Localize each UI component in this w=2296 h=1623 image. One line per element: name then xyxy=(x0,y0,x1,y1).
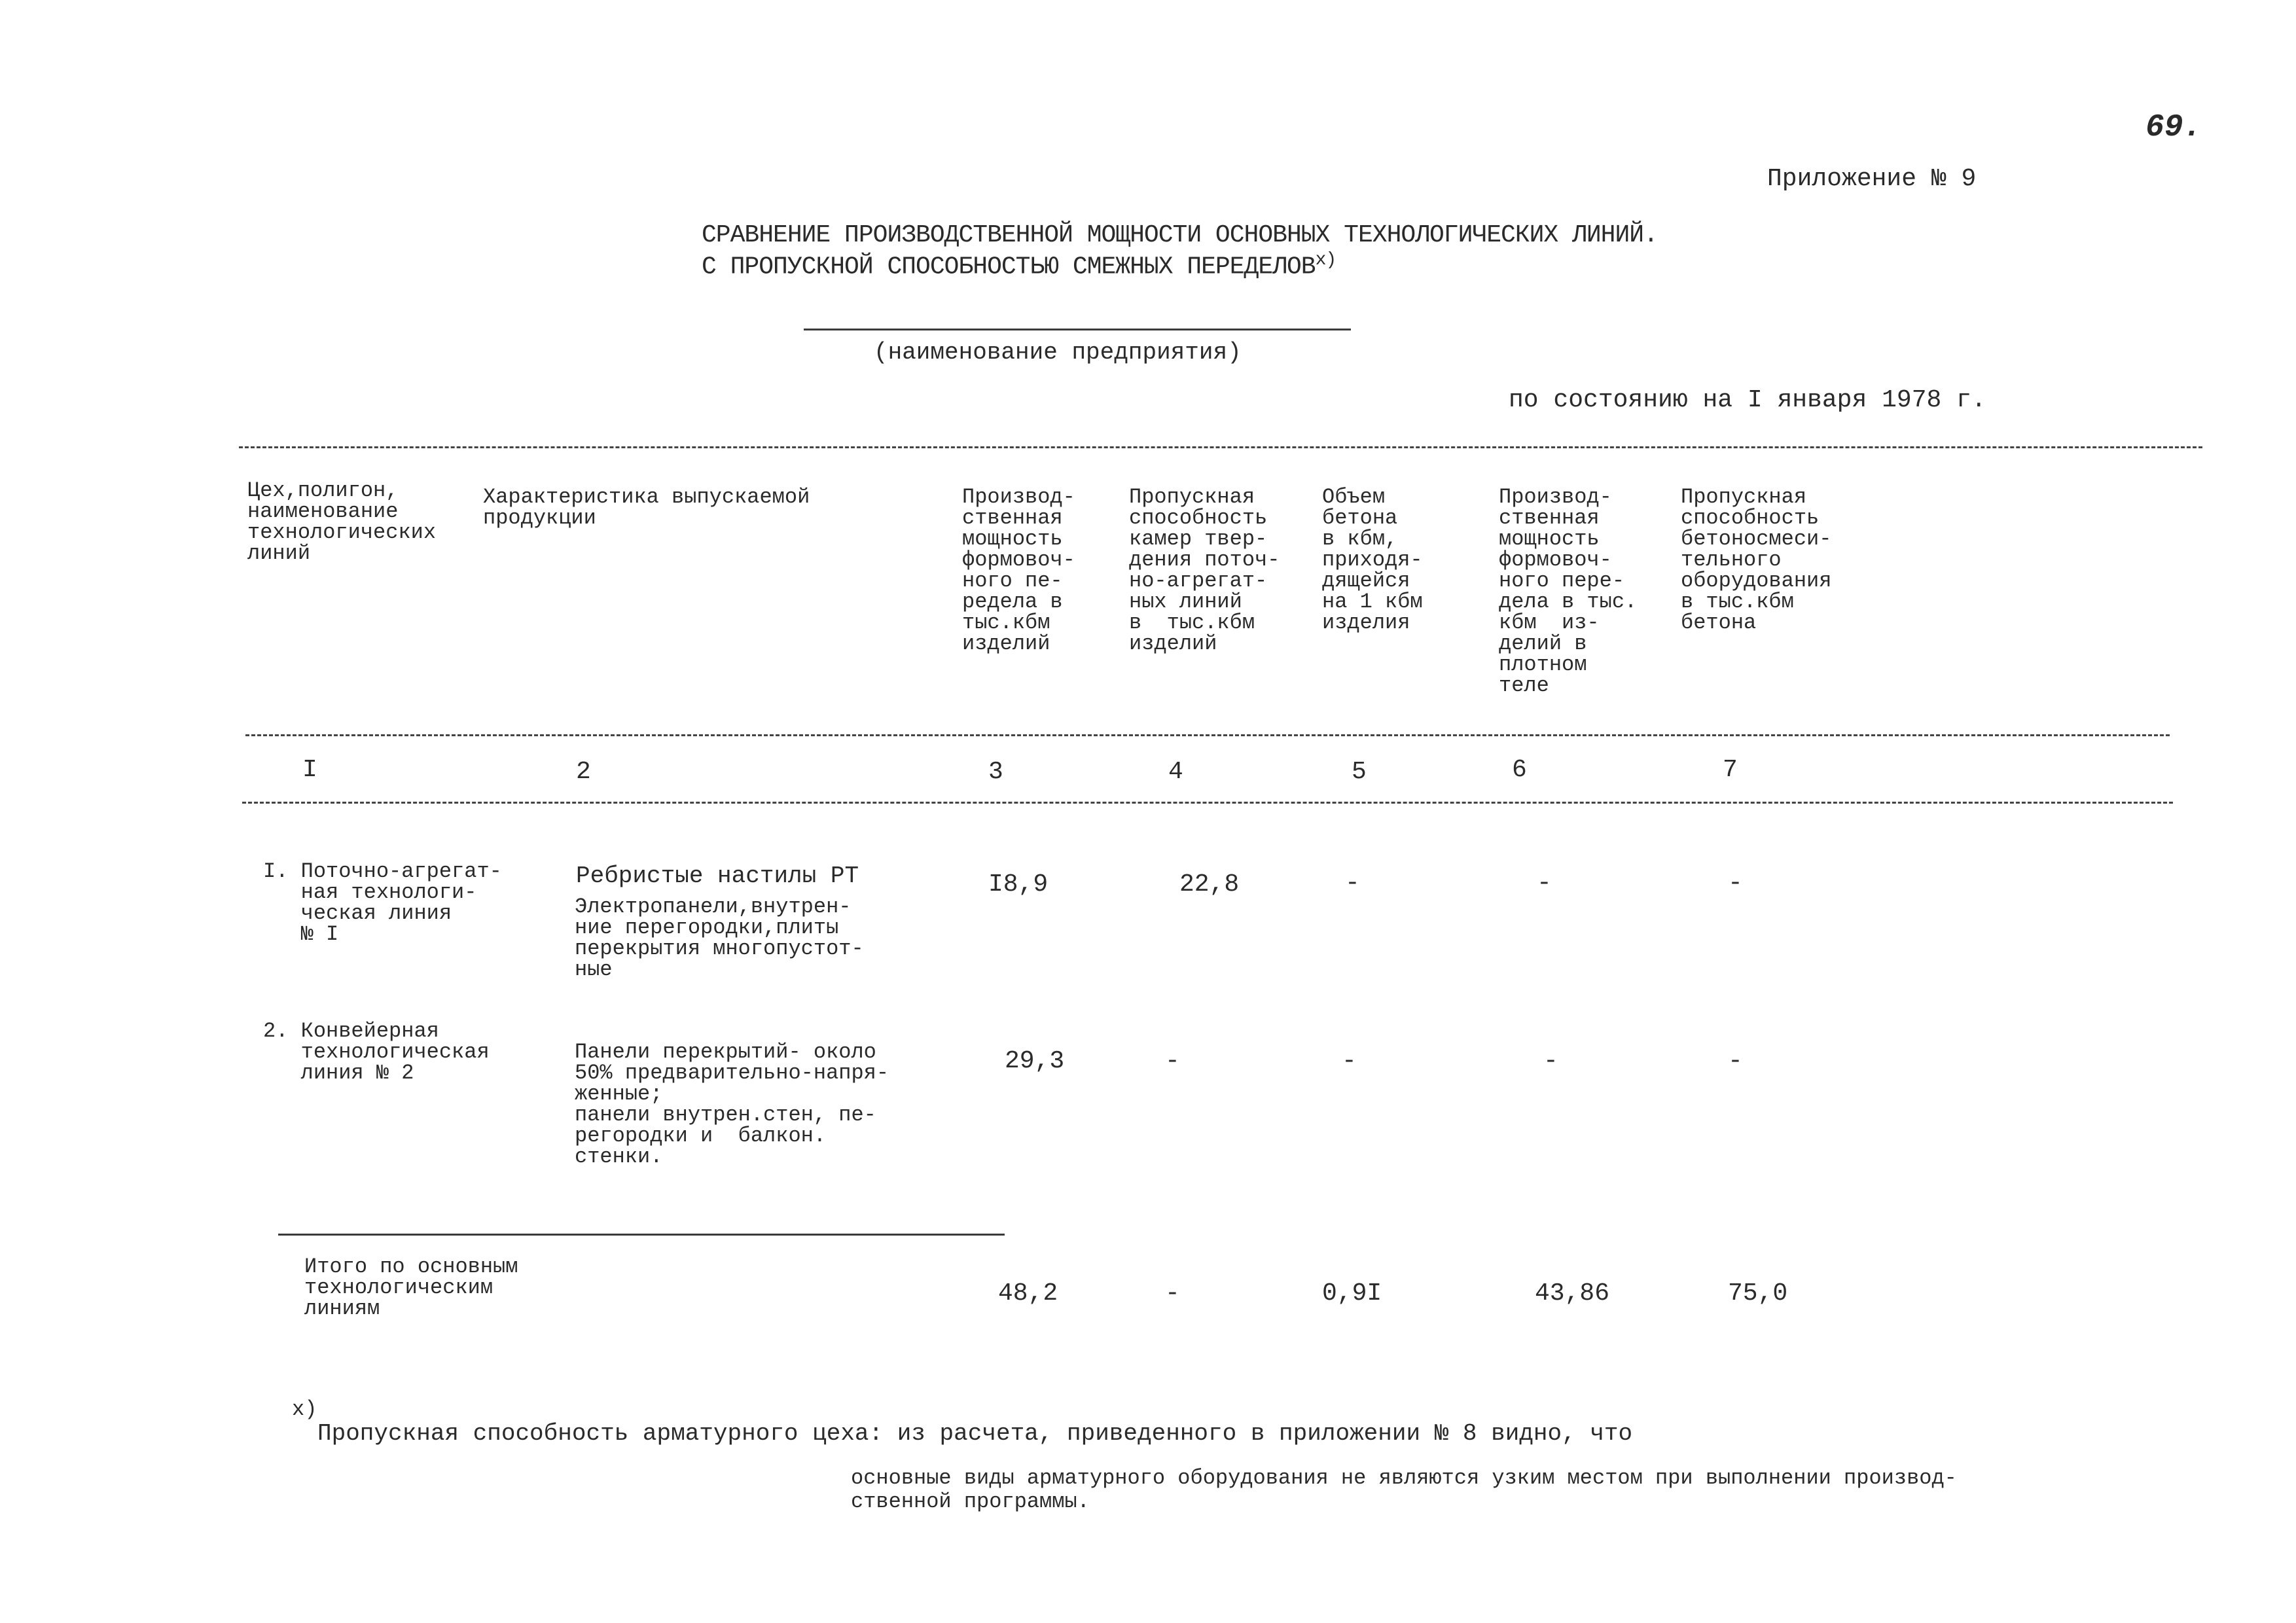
header-col-1: Цех,полигон, наименование технологических линий xyxy=(247,478,437,565)
title-line-1: СРАВНЕНИЕ ПРОИЗВОДСТВЕННОЙ МОЩНОСТИ ОСНОВНЫХ ТЕХНОЛОГИЧЕСКИХ ЛИНИЙ. xyxy=(702,221,1658,249)
row-2-line-name: 2. Конвейерная технологическая линия № 2 xyxy=(263,1019,490,1085)
row-1-line-name: I. Поточно-агрегат- ная технологи- ческая линия № I xyxy=(263,859,502,946)
row-1-col-4: 22,8 xyxy=(1179,870,1240,899)
row-2-col-4: - xyxy=(1165,1047,1180,1075)
title-footnote-mark: x) xyxy=(1315,250,1336,270)
footnote-line-3: ственной программы. xyxy=(851,1489,1090,1514)
header-col-2: Характеристика выпускаемой продукции xyxy=(483,485,810,530)
column-number-7: 7 xyxy=(1723,756,1738,784)
row-2-col-7: - xyxy=(1728,1047,1743,1075)
row-2-col-6: - xyxy=(1543,1047,1558,1075)
enterprise-name-line xyxy=(804,329,1351,330)
column-number-5: 5 xyxy=(1352,758,1367,786)
header-col-5: Объем бетона в кбм, приходя- дящейся на 1 кбм изделия xyxy=(1322,485,1423,635)
row-2-col-5: - xyxy=(1342,1047,1357,1075)
total-label: Итого по основным технологическим линиям xyxy=(304,1255,518,1321)
row-2-col-3: 29,3 xyxy=(1005,1047,1065,1075)
row-1-col-5: - xyxy=(1345,869,1360,897)
total-col-4: - xyxy=(1165,1279,1180,1308)
footnote-mark: x) xyxy=(292,1397,317,1421)
total-col-3: 48,2 xyxy=(998,1279,1058,1308)
header-col-4: Пропускная способность камер твер- дения поточ- но-агрегат- ных линий в тыс.кбм изделий xyxy=(1129,485,1280,656)
row-1-col-7: - xyxy=(1728,869,1743,897)
total-col-6: 43,86 xyxy=(1535,1279,1610,1308)
column-number-4: 4 xyxy=(1168,758,1183,786)
page-number: 69. xyxy=(2145,110,2202,145)
column-number-3: 3 xyxy=(988,758,1003,786)
title-line-2 xyxy=(702,250,1336,281)
header-col-7: Пропускная способность бетоносмеси- тельного оборудования в тыс.кбм бетона xyxy=(1681,485,1832,635)
enterprise-caption: (наименование предприятия) xyxy=(874,339,1242,366)
row-1-product-1: Ребристые настилы РТ xyxy=(576,863,859,889)
column-numbers-bottom-border xyxy=(242,802,2173,804)
row-2-products: Панели перекрытий- около 50% предварительно-напря- женные; панели внутрен.стен, пе- регородки и балкон. стенки. xyxy=(575,1040,889,1169)
column-number-6: 6 xyxy=(1512,756,1527,784)
total-col-5: 0,9I xyxy=(1322,1279,1382,1308)
header-bottom-border xyxy=(245,734,2170,736)
footnote-line-2: основные виды арматурного оборудования не являются узким местом при выполнении производ- xyxy=(851,1466,1957,1490)
column-number-1: I xyxy=(302,756,317,784)
footnote-line-1: Пропускная способность арматурного цеха: из расчета, приведенного в приложении № 8 видно, что xyxy=(317,1420,1633,1447)
total-separator-line xyxy=(278,1234,1005,1236)
header-col-3: Производ- ственная мощность формовоч- ного пе- редела в тыс.кбм изделий xyxy=(962,485,1075,656)
title-line-2-text: С ПРОПУСКНОЙ СПОСОБНОСТЬЮ СМЕЖНЫХ ПЕРЕДЕЛОВ xyxy=(702,253,1316,281)
row-1-product-2: Электропанели,внутрен- ние перегородки,плиты перекрытия многопустот- ные xyxy=(575,895,864,982)
as-of-date: по состоянию на I января 1978 г. xyxy=(1509,386,1986,414)
appendix-label: Приложение № 9 xyxy=(1767,165,1977,193)
column-number-2: 2 xyxy=(576,758,591,786)
row-1-col-3: I8,9 xyxy=(988,870,1049,899)
table-top-border xyxy=(239,446,2202,448)
row-1-col-6: - xyxy=(1537,869,1552,897)
header-col-6: Производ- ственная мощность формовоч- ного пере- дела в тыс. кбм из- делий в плотном теле xyxy=(1499,485,1638,698)
total-col-7: 75,0 xyxy=(1728,1279,1788,1308)
